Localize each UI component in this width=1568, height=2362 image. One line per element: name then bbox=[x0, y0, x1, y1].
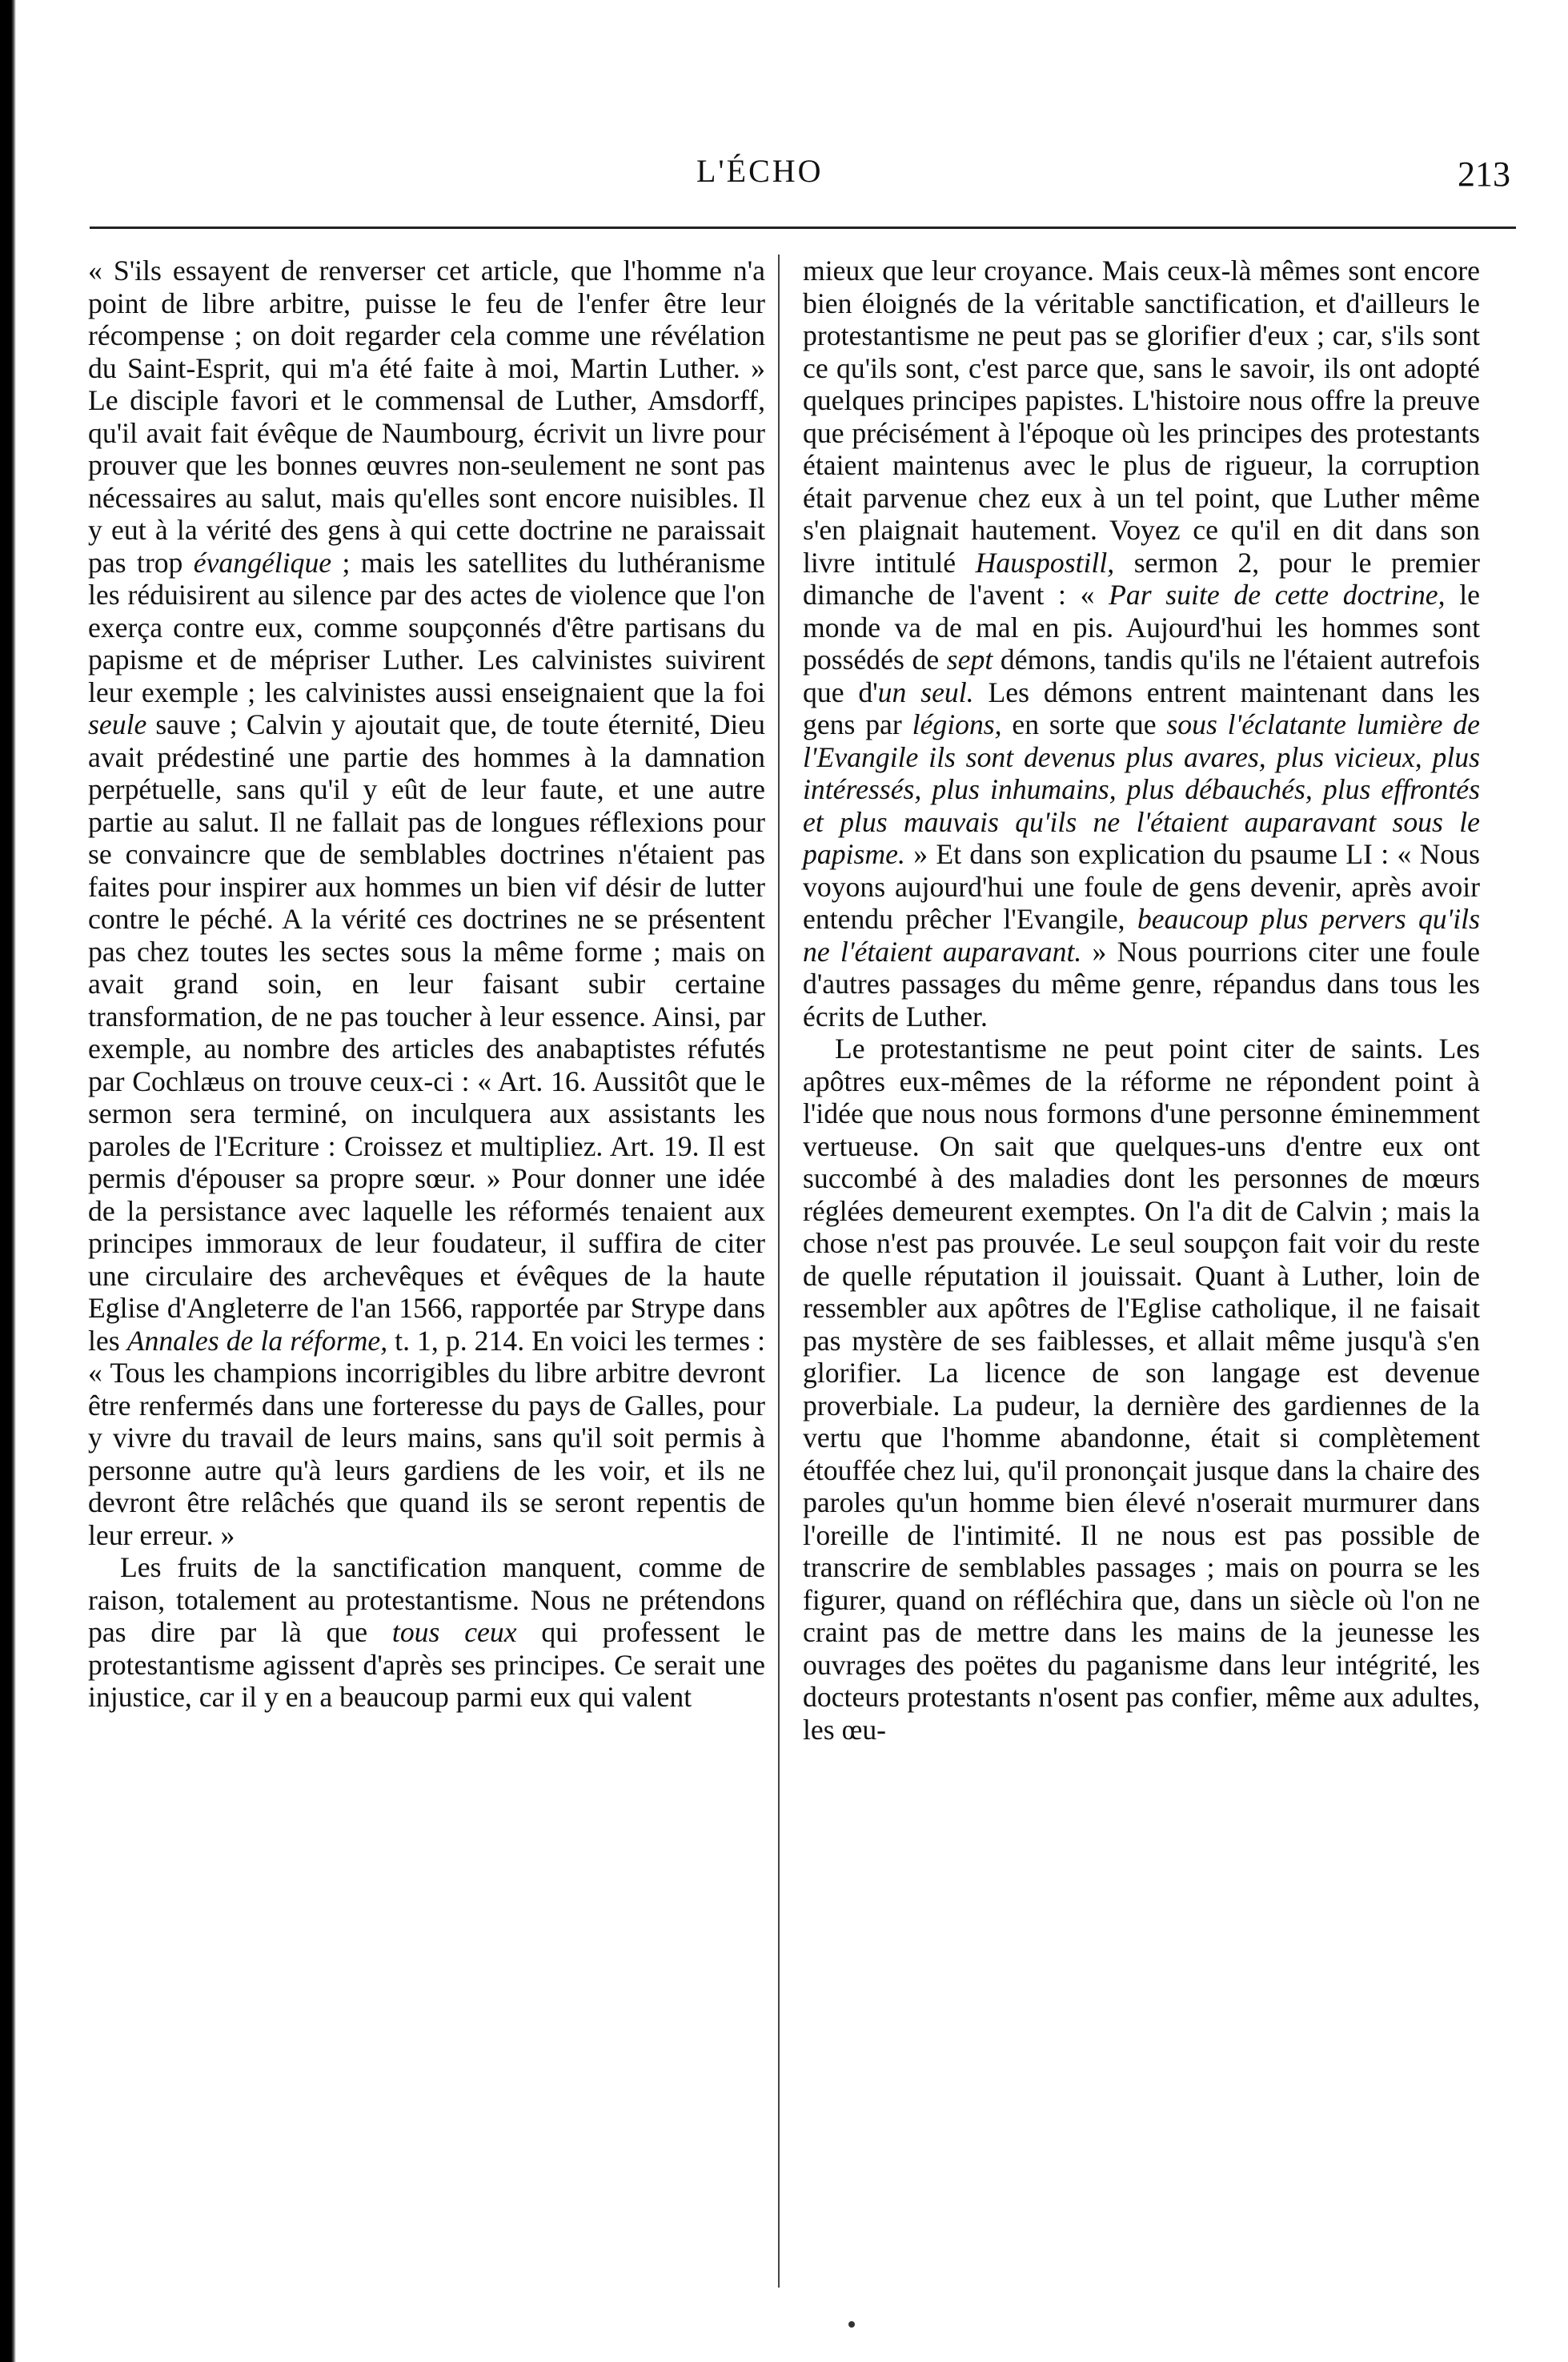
italic-run: sous l'éclatante lumière de l'Evangile ils sont devenus plus avares, plus vicieux, plus intéressés, plus inhumains, plus débauchés, plus effrontés et plus mauvais qu'ils ne l'étaient auparavant sous le papisme. bbox=[803, 708, 1480, 870]
italic-run: Annales de la réforme, bbox=[126, 1324, 388, 1357]
text-run: « S'ils essayent de renverser cet article, que l'homme n'a point de libre arbitre, puisse le feu de l'enfer être leur récompense ; on doit regarder cela comme une révélation du Saint-Esprit, qui m'a été faite à moi, Martin Luther. » Le disciple favori et le commensal de Luther, Amsdorff, qu'il avait fait évêque de Naumbourg, écrivit un livre pour prouver que les bonnes œuvres non-seulement ne sont pas nécessaires au salut, mais qu'elles sont encore nuisibles. Il y eut à la vérité des gens à qui cette doctrine ne paraissait pas trop bbox=[88, 255, 765, 579]
page-edge-shadow bbox=[0, 0, 16, 2362]
text-run: » Et dans son explication du psaume LI : « Nous voyons aujourd'hui une foule de gens devenir, après avoir entendu prêcher l'Evangile, bbox=[803, 838, 1480, 935]
text-run: Les démons entrent maintenant dans les gens par bbox=[803, 676, 1480, 740]
italic-run: Hauspostill, bbox=[975, 546, 1115, 579]
italic-run: Par suite de cette doctrine, bbox=[1109, 579, 1446, 611]
paragraph bbox=[803, 1033, 1480, 1746]
right-column bbox=[803, 255, 1480, 1746]
text-run: Les fruits de la sanctification manquent, comme de raison, totalement au protestantisme. Nous ne prétendons pas dire par là que bbox=[88, 1551, 765, 1648]
paragraph bbox=[88, 255, 765, 1551]
text-run: Le protestantisme ne peut point citer de saints. Les apôtres eux-mêmes de la réforme ne répondent point à l'idée que nous nous formons d'une personne éminemment vertueuse. On sait que quelques-uns d'entre eux ont succombé à des maladies dont les personnes de mœurs réglées demeurent exemptes. On l'a dit de Calvin ; mais la chose n'est pas prouvée. Le seul soupçon fait voir du reste de quelle réputation il jouissait. Quant à Luther, loin de ressembler aux apôtres de l'Eglise catholique, il ne faisait pas mystère de ses faiblesses, et allait même jusqu'à s'en glorifier. La licence de son langage est devenue proverbiale. La pudeur, la dernière des gardiennes de la vertu que l'homme abandonne, était si complètement étouffée chez lui, qu'il prononçait jusque dans la chaire des paroles qu'un homme bien élevé n'oserait murmurer dans l'oreille de l'intimité. Il ne nous est pas possible de transcrire de semblables passages ; mais on pourra se les figurer, quand on réfléchira que, dans un siècle où l'on ne craint pas de mettre dans les mains de la jeunesse les ouvrages des poëtes du paganisme dans leur intégrité, les docteurs protestants n'osent pas confier, même aux adultes, les œu- bbox=[803, 1033, 1480, 1746]
column-divider bbox=[778, 255, 780, 2288]
text-run: sermon 2, pour le premier dimanche de l'avent : « bbox=[803, 546, 1480, 611]
running-header bbox=[0, 152, 1568, 208]
page-number: 213 bbox=[1458, 154, 1510, 194]
journal-title: L'ÉCHO bbox=[696, 153, 824, 189]
text-run: sauve ; Calvin y ajoutait que, de toute éternité, Dieu avait prédestiné une partie des hommes à la damnation perpétuelle, sans qu'il y eût de leur faute, et une autre partie au salut. Il ne fallait pas de longues réflexions pour se convaincre que de semblables doctrines n'étaient pas faites pour inspirer aux hommes un bien vif désir de lutter contre le péché. A la vérité ces doctrines ne se présentent pas chez toutes les sectes sous la même forme ; mais on avait grand soin, en leur faisant subir certaine transformation, de ne pas toucher à leur essence. Ainsi, par exemple, au nombre des articles des anabaptistes réfutés par Cochlæus on trouve ceux-ci : « Art. 16. Aussitôt que le sermon sera terminé, on inculquera aux assistants les paroles de l'Ecriture : Croissez et multipliez. Art. 19. Il est permis d'épouser sa propre sœur. » Pour donner une idée de la persistance avec laquelle les réformés tenaient aux principes immoraux de leur foudateur, il suffira de citer une circulaire des archevêques et évêques de la haute Eglise d'Angleterre de l'an 1566, rapportée par Strype dans les bbox=[88, 708, 765, 1357]
italic-run: légions, bbox=[912, 708, 1002, 740]
text-run: t. 1, p. 214. En voici les termes : « Tous les champions incorrigibles du libre arbitre devront être renfermés dans une forteresse du pays de Galles, pour y vivre du travail de leurs mains, sans qu'il soit permis à personne autre qu'à leurs gardiens de les voir, et ils ne devront être relâchés que quand ils se seront repentis de leur erreur. » bbox=[88, 1324, 765, 1551]
left-column bbox=[88, 255, 765, 1714]
italic-run: évangélique bbox=[193, 546, 332, 579]
text-run: le monde va de mal en pis. Aujourd'hui les hommes sont possédés de bbox=[803, 579, 1480, 676]
italic-run: seule bbox=[88, 708, 147, 740]
italic-run: tous ceux bbox=[391, 1616, 517, 1648]
italic-run: sept bbox=[946, 644, 993, 676]
header-rule bbox=[90, 227, 1516, 229]
text-run: qui professent le protestantisme agissent d'après ses principes. Ce serait une injustice, car il y en a beaucoup parmi eux qui valent bbox=[88, 1616, 766, 1713]
text-run: ; mais les satellites du luthéranisme les réduisirent au silence par des actes de violence que l'on exerça contre eux, comme soupçonnés d'être partisans du papisme et de mépriser Luther. Les calvinistes suivirent leur exemple ; les calvinistes aussi enseignaient que la foi bbox=[88, 546, 765, 708]
italic-run: beaucoup plus pervers qu'ils ne l'étaient auparavant. bbox=[803, 903, 1480, 968]
italic-run: un seul. bbox=[877, 676, 974, 708]
text-run: démons, tandis qu'ils ne l'étaient autrefois que d' bbox=[803, 644, 1481, 708]
text-run: mieux que leur croyance. Mais ceux-là mêmes sont encore bien éloignés de la véritable sanctification, et d'ailleurs le protestantisme ne peut pas se glorifier d'eux ; car, s'ils sont ce qu'ils sont, c'est parce que, sans le savoir, ils ont adopté quelques principes papistes. L'histoire nous offre la preuve que précisément à l'époque où les principes des protestants étaient maintenus avec le plus de rigueur, la corruption était parvenue chez eux à un tel point, que Luther même s'en plaignait hautement. Voyez ce qu'il en dit dans son livre intitulé bbox=[803, 255, 1480, 579]
text-run: » Nous pourrions citer une foule d'autres passages du même genre, répandus dans tous les écrits de Luther. bbox=[803, 935, 1480, 1033]
paragraph bbox=[88, 1551, 765, 1714]
paragraph bbox=[803, 255, 1480, 1033]
ink-speck bbox=[848, 2321, 855, 2328]
text-run: en sorte que bbox=[1001, 708, 1167, 740]
